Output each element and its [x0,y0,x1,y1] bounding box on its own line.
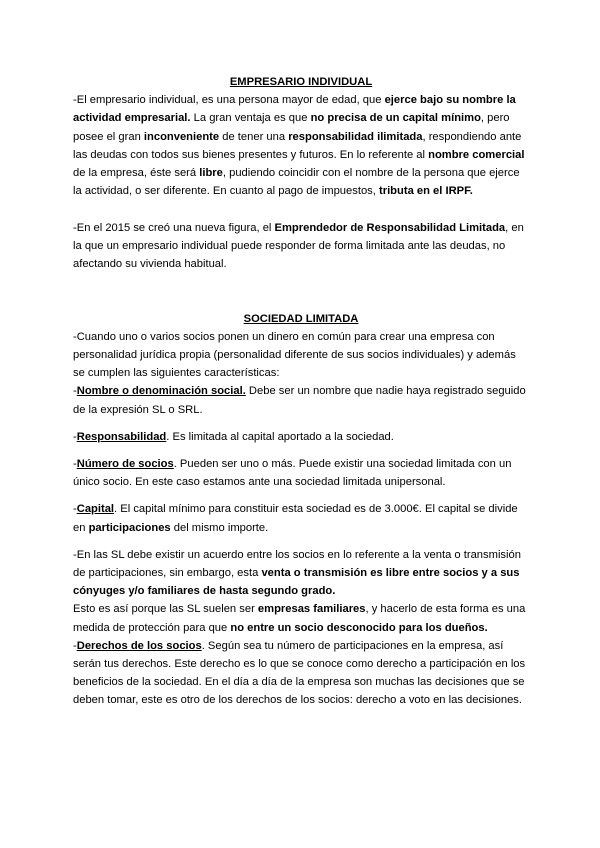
text-run: . Según sea tu número de participaciones en la empresa, así serán tus derechos. Este derecho es lo que se conoce como derecho a participación en los beneficios de la sociedad. En el día a día de la empresa son muchas las decisiones que se deben tomar, este es otro de los derechos de los socios: derecho a voto en las decisiones. [73,639,526,707]
paragraph-gap [73,273,529,291]
section-title-sociedad-limitada: SOCIEDAD LIMITADA [243,312,359,325]
item-label: Nombre o denominación social. [76,385,246,398]
paragraph-gap [73,419,529,428]
item-label: Número de socios [76,458,174,471]
bold-run: responsabilidad ilimitada [288,130,423,143]
text-run: Debe ser un nombre que nadie haya registrado seguido de la expresión SL o SRL. [73,385,526,416]
text-run: de tener una [219,130,289,143]
item-derechos-socios: -Derechos de los socios. Según sea tu número de participaciones en la empresa, así serán tus derechos. Este derecho es lo que se conoce como derecho a participación en los beneficios de la sociedad. En el día a día de la empresa son muchas las decisiones que se deben tomar, este es otro de los derechos de los socios: derecho a voto en las decisiones. [73,639,526,707]
paragraph-emprendedor [73,219,529,274]
text-run: , en la que un empresario individual puede responder de forma limitada ante las deudas, no afectando su vivienda habitual. [73,221,524,271]
paragraph-proteccion [73,600,529,636]
bold-run: nombre comercial [428,148,525,161]
paragraph-empresario-description [73,91,529,200]
text-run: . Pueden ser uno o más. Puede existir una sociedad limitada con un único socio. En este caso estamos ante una sociedad limitada unipersonal. [73,458,512,489]
paragraph-gap [73,446,529,455]
paragraph-gap [73,537,529,546]
text-run: del mismo importe. [170,521,269,534]
bold-run: venta o transmisión es libre entre socios y a sus cónyuges y/o familiares de hasta segundo grado. [73,567,520,598]
text-run: , pudiendo coincidir con el nombre de la persona que ejerce la actividad, o ser diferente. En cuanto al pago de impuestos, [73,167,520,198]
bold-run: empresas familiares [257,603,366,616]
text-run: -El empresario individual, es una persona mayor de edad, que [73,94,385,107]
item-capital: -Capital. El capital mínimo para constituir esta sociedad es de 3.000€. El capital se divide en participaciones del mismo importe. [73,503,518,534]
paragraph-gap [73,291,529,309]
bold-run: Emprendedor de Responsabilidad Limitada [274,221,506,234]
bold-run: no entre un socio desconocido para los dueños. [230,621,488,634]
bold-run: ejerce bajo su nombre la actividad empresarial. [73,94,516,125]
section-title-empresario-individual: EMPRESARIO INDIVIDUAL [229,76,373,88]
text-run: , pero posee el gran [73,112,510,143]
paragraph-gap [73,200,529,218]
document-body [73,73,529,710]
item-responsabilidad: -Responsabilidad. Es limitada al capital aportado a la sociedad. [73,430,394,443]
item-label: Capital [76,503,115,516]
paragraph-sl-intro: -Cuando uno o varios socios ponen un dinero en común para crear una empresa con personalidad jurídica propia (personalidad diferente de sus socios individuales) y además se cumplen las siguientes características: [73,330,516,380]
text-run: -En el 2015 se creó una nueva figura, el [73,221,275,234]
bold-run: no precisa de un capital mínimo [310,112,481,125]
bold-run: inconveniente [143,130,220,143]
item-label: Responsabilidad [76,430,167,443]
text-run: . El capital mínimo para constituir esta sociedad es de 3.000€. El capital se divide en [73,503,518,534]
item-nombre-social: -Nombre o denominación social. Debe ser un nombre que nadie haya registrado seguido de la expresión SL o SRL. [73,385,526,416]
item-numero-socios: -Número de socios. Pueden ser uno o más. Puede existir una sociedad limitada con un único socio. En este caso estamos ante una sociedad limitada unipersonal. [73,458,512,489]
text-run: de la empresa, éste será [73,167,200,180]
bold-run: participaciones [88,521,171,534]
text-run: Esto es así porque las SL suelen ser [73,603,258,616]
bold-run: tributa en el IRPF. [378,185,473,198]
text-run: . Es limitada al capital aportado a la sociedad. [166,430,394,443]
paragraph-acuerdo-socios [73,546,529,601]
text-run: La gran ventaja es que [190,112,311,125]
text-run: -En las SL debe existir un acuerdo entre los socios en lo referente a la venta o transmisión de participaciones, sin embargo, esta [73,548,521,580]
text-run: , y hacerlo de esta forma es una medida de protección para que [73,603,526,634]
bold-run: libre [199,167,223,180]
text-run: , respondiendo ante las deudas con todos sus bienes presentes y futuros. En lo referente al [73,130,522,161]
item-label: Derechos de los socios [76,639,202,652]
paragraph-gap [73,491,529,500]
